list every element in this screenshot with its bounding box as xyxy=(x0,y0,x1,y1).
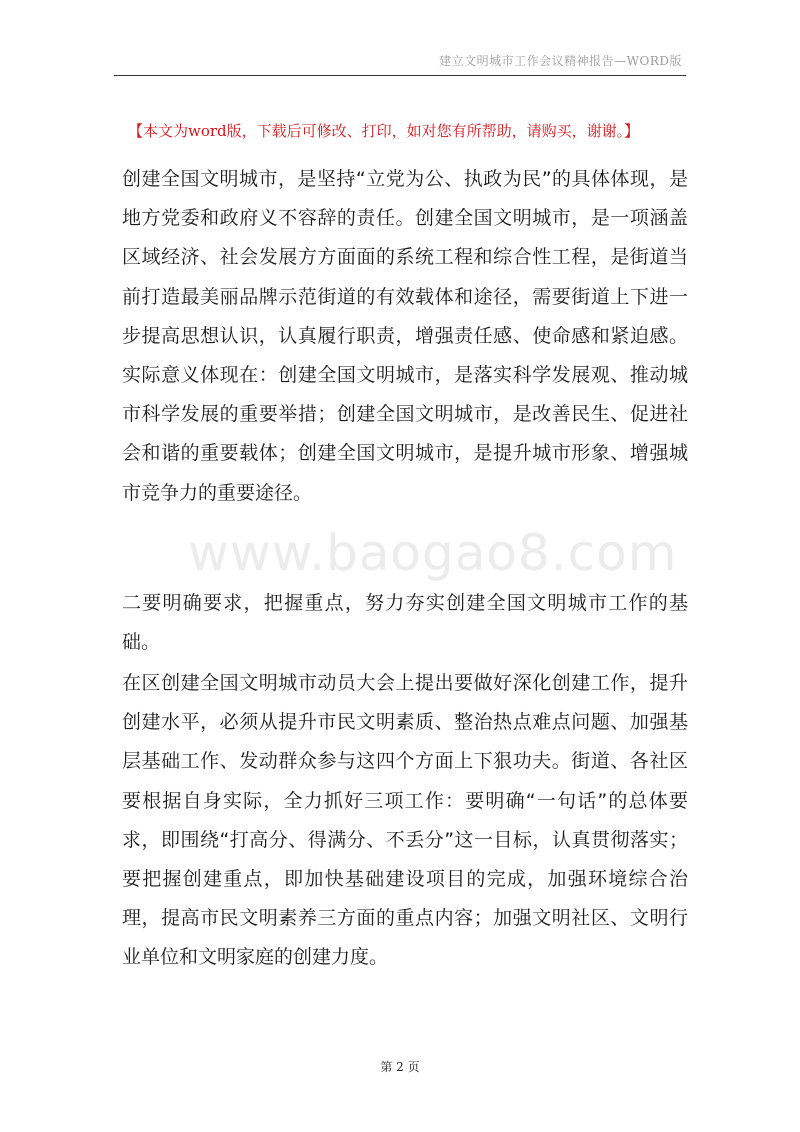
body-paragraph-3: 在区创建全国文明城市动员大会上提出要做好深化创建工作，提升创建水平，必须从提升市民文明素质、整治热点难点问题、加强基层基础工作、发动群众参与这四个方面上下狠功夫。街道、各社区要根据自身实际，全力抓好三项工作：要明确“一句话”的总体要求，即围绕“打高分、得满分、不丢分”这一目标，认真贯彻落实；要把握创建重点，即加快基础建设项目的完成，加强环境综合治理，提高市民文明素养三方面的重点内容；加强文明社区、文明行业单位和文明家庭的创建力度。 xyxy=(122,672,688,969)
running-header: 建立文明城市工作会议精神报告—WORD版 xyxy=(439,54,682,68)
watermark-text: www.baogao8.com xyxy=(188,524,678,582)
header-divider xyxy=(114,75,686,76)
body-paragraph-1: 创建全国文明城市，是坚持“立党为公、执政为民”的具体体现，是地方党委和政府义不容辞的责任。创建全国文明城市，是一项涵盖区域经济、社会发展方方面面的系统工程和综合性工程，是街道当前打造最美丽品牌示范街道的有效载体和途径，需要街道上下进一步提高思想认识，认真履行职责，增强责任感、使命感和紧迫感。实际意义体现在：创建全国文明城市，是落实科学发展观、推动城市科学发展的重要举措；创建全国文明城市，是改善民生、促进社会和谐的重要载体；创建全国文明城市，是提升城市形象、增强城市竞争力的重要途径。 xyxy=(122,168,688,504)
body-paragraph-2: 二要明确要求，把握重点，努力夯实创建全国文明城市工作的基础。 xyxy=(122,592,688,654)
page-number: 第 2 页 xyxy=(380,1060,420,1074)
download-notice: 【本文为word版，下载后可修改、打印，如对您有所帮助，请购买，谢谢。】 xyxy=(128,122,640,140)
